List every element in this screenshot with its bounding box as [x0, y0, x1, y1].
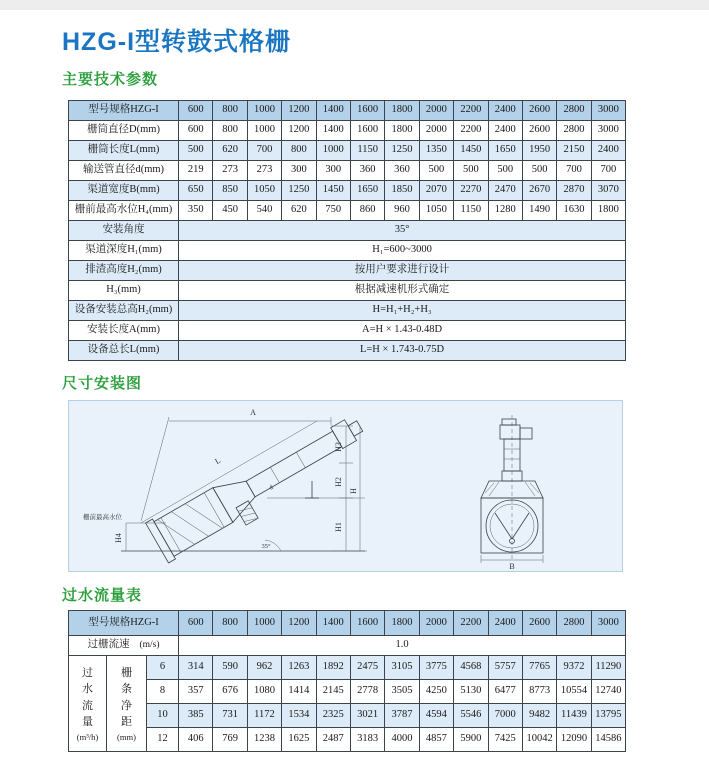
table-cell: 2800	[557, 101, 591, 121]
dim-label-H: H	[349, 488, 358, 494]
table-cell: 1450	[454, 141, 488, 161]
table-cell: 2800	[557, 121, 591, 141]
table-cell: 3505	[385, 680, 419, 704]
table-cell: 4250	[419, 680, 453, 704]
span-value: H₁=600~3000	[179, 241, 626, 261]
table-cell: 962	[247, 656, 281, 680]
table-cell: 1400	[316, 101, 350, 121]
spacing-value: 6	[147, 656, 179, 680]
table-cell: 350	[179, 201, 213, 221]
table-cell: 3775	[419, 656, 453, 680]
table-cell: 650	[179, 181, 213, 201]
bar-spacing-label: 栅条净距 (mm)	[107, 656, 147, 752]
table-row	[69, 281, 626, 301]
table-cell: 1000	[247, 101, 281, 121]
table-cell: 14586	[591, 728, 625, 752]
table-cell: 3000	[591, 611, 625, 636]
dim-label-H2: H2	[334, 477, 343, 487]
dim-label-H4: H4	[114, 533, 123, 543]
table-cell: 1080	[247, 680, 281, 704]
table-cell: 1625	[282, 728, 316, 752]
table-row	[69, 636, 626, 656]
table-cell: 12090	[557, 728, 591, 752]
section-heading-flow-table: 过水流量表	[62, 587, 143, 604]
row-label: 栅筒直径D(mm)	[69, 121, 179, 141]
row-label	[69, 636, 179, 656]
table-cell: 3070	[591, 181, 625, 201]
table-cell: 2487	[316, 728, 350, 752]
dim-label-B: B	[509, 562, 515, 571]
table-row	[69, 141, 626, 161]
table-cell: 620	[282, 201, 316, 221]
table-cell: 4857	[419, 728, 453, 752]
table-row	[69, 101, 626, 121]
table-cell: 1450	[316, 181, 350, 201]
table-cell: 540	[247, 201, 281, 221]
span-value: H=H₁+H₂+H₃	[179, 301, 626, 321]
span-value: A=H × 1.43-0.48D	[179, 321, 626, 341]
table-cell: 1490	[522, 201, 556, 221]
span-value: 按用户要求进行设计	[179, 261, 626, 281]
table-cell: 850	[213, 181, 247, 201]
table-cell: 1263	[282, 656, 316, 680]
span-value: 35°	[179, 221, 626, 241]
table-cell: 1630	[557, 201, 591, 221]
table-cell: 5546	[454, 704, 488, 728]
table-cell: 300	[282, 161, 316, 181]
tech-params-table	[68, 100, 626, 361]
table-row	[69, 704, 626, 728]
table-row	[69, 221, 626, 241]
section-heading-dimension-diagram: 尺寸安装图	[62, 375, 143, 392]
table-cell: 5130	[454, 680, 488, 704]
table-cell: 2400	[488, 611, 522, 636]
table-cell: 1172	[247, 704, 281, 728]
table-cell: 800	[213, 121, 247, 141]
table-cell: 600	[179, 101, 213, 121]
table-row	[69, 680, 626, 704]
speed-label: 过栅流速	[87, 639, 130, 651]
table-cell: 1600	[350, 611, 384, 636]
table-cell: 360	[385, 161, 419, 181]
table-cell: 314	[179, 656, 213, 680]
table-cell: 1000	[247, 121, 281, 141]
table-cell: 600	[179, 611, 213, 636]
table-cell: 11439	[557, 704, 591, 728]
table-cell: 7765	[522, 656, 556, 680]
table-cell: 4568	[454, 656, 488, 680]
table-cell: 500	[522, 161, 556, 181]
table-cell: 9482	[522, 704, 556, 728]
table-cell: 2325	[316, 704, 350, 728]
flow-rate-table	[68, 610, 626, 752]
table-cell: 3021	[350, 704, 384, 728]
table-cell: 1200	[282, 611, 316, 636]
table-cell: 700	[557, 161, 591, 181]
section-heading-tech-params: 主要技术参数	[62, 71, 159, 88]
table-cell: 2000	[419, 121, 453, 141]
table-cell: 2200	[454, 121, 488, 141]
diagram-panel	[68, 400, 623, 572]
table-cell: 676	[213, 680, 247, 704]
table-cell: 500	[488, 161, 522, 181]
flow-volume-label: 过水流量 (m³/h)	[69, 656, 107, 752]
table-cell: 7000	[488, 704, 522, 728]
row-label: 安装角度	[69, 221, 179, 241]
dim-label-L: L	[213, 455, 223, 466]
table-row	[69, 656, 626, 680]
table-row	[69, 201, 626, 221]
dim-label-H1: H1	[334, 522, 343, 532]
table-cell: 3000	[591, 101, 625, 121]
dim-label-A: A	[250, 408, 256, 417]
table-cell: 3105	[385, 656, 419, 680]
table-cell: 357	[179, 680, 213, 704]
table-cell: 2475	[350, 656, 384, 680]
table-cell: 500	[419, 161, 453, 181]
table-cell: 300	[316, 161, 350, 181]
table-cell: 9372	[557, 656, 591, 680]
table-cell: 2778	[350, 680, 384, 704]
table-cell: 769	[213, 728, 247, 752]
table-cell: 450	[213, 201, 247, 221]
spacing-value: 10	[147, 704, 179, 728]
table-cell: 2150	[557, 141, 591, 161]
table-cell: 1250	[385, 141, 419, 161]
row-label: 设备总长L(mm)	[69, 341, 179, 361]
table-cell: 620	[213, 141, 247, 161]
table-cell: 1600	[350, 101, 384, 121]
table-cell: 2470	[488, 181, 522, 201]
table-cell: 10042	[522, 728, 556, 752]
table-cell: 2400	[488, 101, 522, 121]
table-row	[69, 611, 626, 636]
table-cell: 1950	[522, 141, 556, 161]
row-label: 渠道宽度B(mm)	[69, 181, 179, 201]
table-cell: 1200	[282, 101, 316, 121]
table-cell: 1050	[247, 181, 281, 201]
table-cell: 500	[179, 141, 213, 161]
speed-unit: (m/s)	[139, 640, 160, 651]
table-cell: 2200	[454, 101, 488, 121]
table-cell: 860	[350, 201, 384, 221]
table-cell: 2600	[522, 121, 556, 141]
top-strip	[0, 0, 709, 10]
table-cell: 1800	[591, 201, 625, 221]
table-cell: 1534	[282, 704, 316, 728]
table-cell: 1280	[488, 201, 522, 221]
table-cell: 600	[179, 121, 213, 141]
table-cell: 2600	[522, 101, 556, 121]
table-cell: 13795	[591, 704, 625, 728]
angle-label: 35°	[261, 543, 271, 550]
table-row	[69, 161, 626, 181]
table-cell: 1150	[454, 201, 488, 221]
table-row	[69, 341, 626, 361]
table-row	[69, 241, 626, 261]
table-cell: 1350	[419, 141, 453, 161]
table-cell: 5900	[454, 728, 488, 752]
table-cell: 590	[213, 656, 247, 680]
table-cell: 1800	[385, 101, 419, 121]
table-cell: 1400	[316, 611, 350, 636]
table-cell: 3183	[350, 728, 384, 752]
table-cell: 1650	[488, 141, 522, 161]
table-row	[69, 321, 626, 341]
table-cell: 2800	[557, 611, 591, 636]
table-cell: 700	[591, 161, 625, 181]
spacing-value: 12	[147, 728, 179, 752]
table-cell: 6477	[488, 680, 522, 704]
table-cell: 1238	[247, 728, 281, 752]
table-cell: 1200	[282, 121, 316, 141]
table-cell: 2870	[557, 181, 591, 201]
row-label: H₃(mm)	[69, 281, 179, 301]
table-cell: 11290	[591, 656, 625, 680]
table-cell: 1850	[385, 181, 419, 201]
table-cell: 1000	[316, 141, 350, 161]
table-row	[69, 301, 626, 321]
table-cell: 273	[247, 161, 281, 181]
table-cell: 2145	[316, 680, 350, 704]
table-cell: 1892	[316, 656, 350, 680]
table-cell: 8773	[522, 680, 556, 704]
table-cell: 4000	[385, 728, 419, 752]
dim-label-d: d	[268, 483, 275, 492]
table-cell: 2070	[419, 181, 453, 201]
table-cell: 1400	[316, 121, 350, 141]
table-cell: 3000	[591, 121, 625, 141]
table-cell: 2400	[488, 121, 522, 141]
row-label: 输送管直径d(mm)	[69, 161, 179, 181]
table-cell: 800	[213, 101, 247, 121]
row-label: 型号规格HZG-I	[69, 101, 179, 121]
table-cell: 1250	[282, 181, 316, 201]
table-cell: 2270	[454, 181, 488, 201]
table-cell: 2200	[454, 611, 488, 636]
table-cell: 406	[179, 728, 213, 752]
page-title: HZG-I型转鼓式格栅	[62, 28, 292, 56]
table-cell: 385	[179, 704, 213, 728]
row-label: 型号规格HZG-I	[69, 611, 179, 636]
table-cell: 3787	[385, 704, 419, 728]
dim-label-H3: H3	[334, 442, 343, 452]
table-cell: 219	[179, 161, 213, 181]
table-cell: 2400	[591, 141, 625, 161]
row-label: 安装长度A(mm)	[69, 321, 179, 341]
table-cell: 1050	[419, 201, 453, 221]
table-cell: 360	[350, 161, 384, 181]
table-cell: 10554	[557, 680, 591, 704]
table-row	[69, 121, 626, 141]
table-cell: 7425	[488, 728, 522, 752]
table-cell: 2000	[419, 101, 453, 121]
table-cell: 1800	[385, 611, 419, 636]
table-cell: 731	[213, 704, 247, 728]
row-label: 排渣高度H₂(mm)	[69, 261, 179, 281]
installation-diagram	[69, 401, 622, 571]
table-cell: 750	[316, 201, 350, 221]
table-cell: 800	[282, 141, 316, 161]
water-level-label: 栅前最高水位	[83, 514, 122, 521]
table-cell: 1800	[385, 121, 419, 141]
table-cell: 800	[213, 611, 247, 636]
table-cell: 5757	[488, 656, 522, 680]
table-cell: 1600	[350, 121, 384, 141]
table-cell: 500	[454, 161, 488, 181]
row-label: 栅筒长度L(mm)	[69, 141, 179, 161]
table-cell: 2670	[522, 181, 556, 201]
table-cell: 2600	[522, 611, 556, 636]
table-cell: 12740	[591, 680, 625, 704]
table-cell: 1650	[350, 181, 384, 201]
table-cell: 4594	[419, 704, 453, 728]
table-cell: 700	[247, 141, 281, 161]
table-cell: 1150	[350, 141, 384, 161]
span-value: 根据减速机形式确定	[179, 281, 626, 301]
table-row	[69, 181, 626, 201]
spacing-value: 8	[147, 680, 179, 704]
row-label: 设备安装总高H₂(mm)	[69, 301, 179, 321]
table-cell: 1000	[247, 611, 281, 636]
table-cell: 273	[213, 161, 247, 181]
table-cell: 1414	[282, 680, 316, 704]
span-value: 1.0	[179, 636, 626, 656]
table-row	[69, 728, 626, 752]
table-cell: 2000	[419, 611, 453, 636]
row-label: 栅前最高水位H₄(mm)	[69, 201, 179, 221]
span-value: L=H × 1.743-0.75D	[179, 341, 626, 361]
table-row	[69, 261, 626, 281]
row-label: 渠道深度H₁(mm)	[69, 241, 179, 261]
table-cell: 960	[385, 201, 419, 221]
